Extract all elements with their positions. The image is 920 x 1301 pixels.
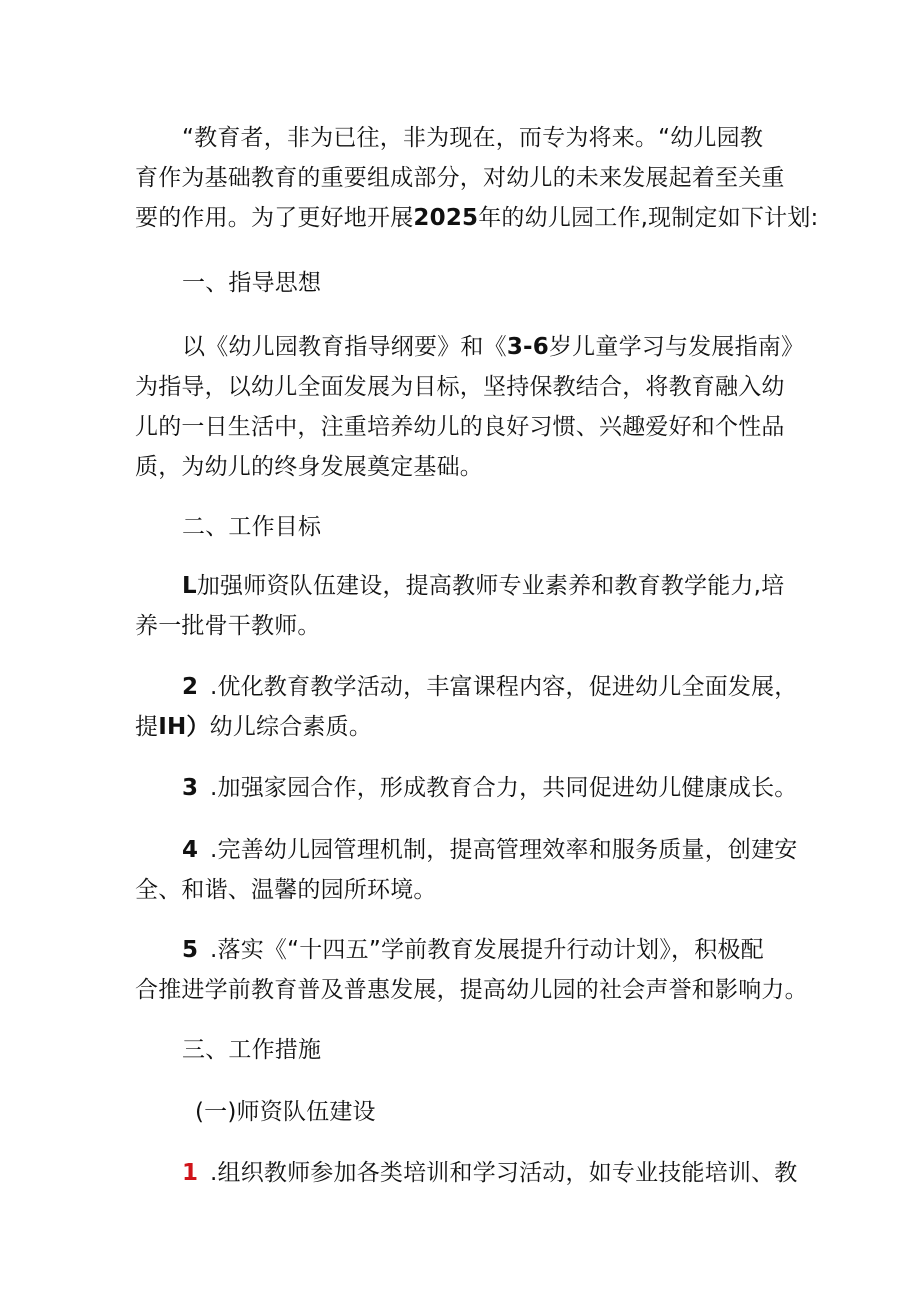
goal-2-line-2 xyxy=(135,712,795,742)
intro-line-3 xyxy=(135,203,819,233)
section-1-age-range: 3-6 xyxy=(506,334,549,360)
goal-1-text: 加强师资队伍建设，提高教师专业素养和教育教学能力,培 xyxy=(196,573,785,599)
goal-2-line-1 xyxy=(182,672,842,702)
measure-1-text: .组织教师参加各类培训和学习活动，如专业技能培训、教 xyxy=(210,1160,798,1186)
goal-3-text: .加强家园合作，形成教育合力，共同促进幼儿健康成长。 xyxy=(210,775,798,801)
goal-1-line-2: 养一批骨干教师。 xyxy=(135,613,321,639)
goal-5-number: 5 xyxy=(182,937,199,963)
section-3-heading: 三、工作措施 xyxy=(182,1037,322,1063)
section-2-heading: 二、工作目标 xyxy=(182,514,322,540)
measure-1-number: 1 xyxy=(182,1160,199,1186)
goal-5-line-2: 合推进学前教育普及普惠发展，提高幼儿园的社会声誉和影响力。 xyxy=(135,977,808,1003)
section-1-line-2: 为指导，以幼儿全面发展为目标，坚持保教结合，将教育融入幼 xyxy=(135,374,785,400)
intro-line-2: 育作为基础教育的重要组成部分，对幼儿的未来发展起着至关重 xyxy=(135,165,785,191)
goal-4-line-2: 全、和谐、温馨的园所环境。 xyxy=(135,877,437,903)
goal-3-line-1 xyxy=(182,773,842,803)
goal-1-line-1 xyxy=(182,571,842,601)
goal-2-line-2-text-b: 幼儿综合素质。 xyxy=(209,714,373,740)
goal-4-number: 4 xyxy=(182,837,199,863)
intro-line-1: “教育者，非为已往，非为现在，而专为将来。“幼儿园教 xyxy=(182,125,764,151)
section-1-line-1-text-a: 以《幼儿园教育指导纲要》和《 xyxy=(182,334,507,360)
goal-4-line-1 xyxy=(182,835,842,865)
goal-4-text: .完善幼儿园管理机制，提高管理效率和服务质量，创建安 xyxy=(210,837,798,863)
section-1-line-3: 儿的一日生活中，注重培养幼儿的良好习惯、兴趣爱好和个性品 xyxy=(135,414,785,440)
section-1-heading: 一、指导思想 xyxy=(182,270,322,296)
measure-1-line-1 xyxy=(182,1158,842,1188)
goal-3-number: 3 xyxy=(182,775,199,801)
intro-line-3-text-b: 年的幼儿园工作,现制定如下计划: xyxy=(478,205,819,231)
goal-5-line-1 xyxy=(182,935,842,965)
goal-2-number: 2 xyxy=(182,674,199,700)
section-3-subheading: (一)师资队伍建设 xyxy=(195,1099,376,1125)
section-1-line-1 xyxy=(182,332,842,362)
intro-year: 2025 xyxy=(413,205,479,231)
section-1-line-4: 质，为幼儿的终身发展奠定基础。 xyxy=(135,454,483,480)
section-1-line-1-text-b: 岁儿童学习与发展指南》 xyxy=(548,334,805,360)
intro-line-3-text-a: 要的作用。为了更好地开展 xyxy=(135,205,414,231)
goal-5-text: .落实《“十四五”学前教育发展提升行动计划》，积极配 xyxy=(210,937,764,963)
goal-2-line-2-bold: IH） xyxy=(158,714,210,740)
goal-2-text: .优化教育教学活动，丰富课程内容，促进幼儿全面发展， xyxy=(210,674,798,700)
goal-1-number: L xyxy=(182,573,197,599)
goal-2-line-2-text-a: 提 xyxy=(135,714,159,740)
